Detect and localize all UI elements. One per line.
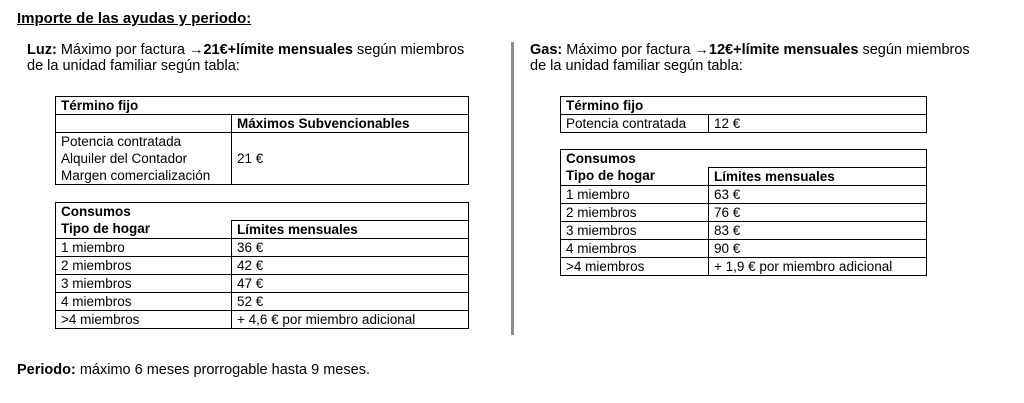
gas-limite-cell: 76 € [709, 204, 927, 222]
gas-consumos-col2: Límites mensuales [709, 168, 927, 186]
table-row [56, 257, 469, 275]
section-heading: Importe de las ayudas y periodo: [17, 10, 252, 27]
luz-limite-cell: + 4,6 € por miembro adicional [232, 311, 469, 329]
luz-intro-bold: →21€+límite mensuales [188, 42, 353, 58]
gas-intro-line2: de la unidad familiar según tabla: [530, 58, 743, 74]
periodo-label: Periodo: [17, 362, 76, 378]
luz-consumos-col2: Límites mensuales [232, 221, 469, 239]
luz-intro [27, 42, 507, 74]
gas-hogar-cell: >4 miembros [561, 258, 709, 276]
luz-limite-cell: 47 € [232, 275, 469, 293]
luz-consumos-table [55, 202, 469, 329]
luz-intro-pre: Máximo por factura [56, 42, 189, 58]
gas-hogar-cell: 4 miembros [561, 240, 709, 258]
table-row [56, 293, 469, 311]
luz-fixed-blank [56, 115, 232, 133]
gas-limite-cell: 90 € [709, 240, 927, 258]
luz-hogar-cell: 3 miembros [56, 275, 232, 293]
gas-fixed-title: Término fijo [561, 97, 927, 115]
luz-fixed-value: 21 € [232, 133, 469, 185]
luz-hogar-cell: >4 miembros [56, 311, 232, 329]
table-row [56, 239, 469, 257]
gas-hogar-cell: 2 miembros [561, 204, 709, 222]
gas-fixed-table [560, 96, 927, 133]
table-row [56, 311, 469, 329]
gas-fixed-item: Potencia contratada [561, 115, 709, 133]
gas-hogar-cell: 1 miembro [561, 186, 709, 204]
luz-fixed-table [55, 96, 469, 185]
luz-fixed-col-header: Máximos Subvencionables [232, 115, 469, 133]
luz-label: Luz: [27, 42, 57, 58]
luz-fixed-title: Término fijo [56, 97, 469, 115]
gas-hogar-cell: 3 miembros [561, 222, 709, 240]
periodo-text: máximo 6 meses prorrogable hasta 9 meses. [75, 362, 370, 378]
gas-fixed-value: 12 € [709, 115, 927, 133]
column-divider [511, 42, 514, 335]
table-row [561, 240, 927, 258]
luz-limite-cell: 36 € [232, 239, 469, 257]
table-row [561, 222, 927, 240]
gas-intro-post: según miembros [858, 42, 970, 58]
luz-consumos-col1: Tipo de hogar [56, 221, 232, 239]
gas-label: Gas: [530, 42, 563, 58]
luz-intro-post: según miembros [353, 42, 465, 58]
luz-intro-line2: de la unidad familiar según tabla: [27, 58, 240, 74]
luz-fixed-item: Potencia contratada [56, 133, 232, 151]
table-row [561, 258, 927, 276]
table-row [56, 275, 469, 293]
gas-limite-cell: + 1,9 € por miembro adicional [709, 258, 927, 276]
gas-consumos-table [560, 149, 927, 276]
periodo-line [17, 362, 370, 378]
luz-hogar-cell: 2 miembros [56, 257, 232, 275]
gas-intro-bold: →12€+límite mensuales [694, 42, 859, 58]
luz-fixed-item: Margen comercialización [56, 167, 232, 185]
luz-fixed-item: Alquiler del Contador [56, 150, 232, 167]
luz-consumos-title: Consumos [56, 203, 469, 221]
luz-hogar-cell: 1 miembro [56, 239, 232, 257]
table-row [561, 186, 927, 204]
gas-intro [530, 42, 1010, 74]
gas-limite-cell: 83 € [709, 222, 927, 240]
gas-limite-cell: 63 € [709, 186, 927, 204]
gas-intro-pre: Máximo por factura [562, 42, 695, 58]
luz-hogar-cell: 4 miembros [56, 293, 232, 311]
gas-consumos-col1: Tipo de hogar [561, 168, 709, 186]
gas-consumos-title: Consumos [561, 150, 927, 168]
luz-limite-cell: 52 € [232, 293, 469, 311]
luz-limite-cell: 42 € [232, 257, 469, 275]
table-row [561, 204, 927, 222]
